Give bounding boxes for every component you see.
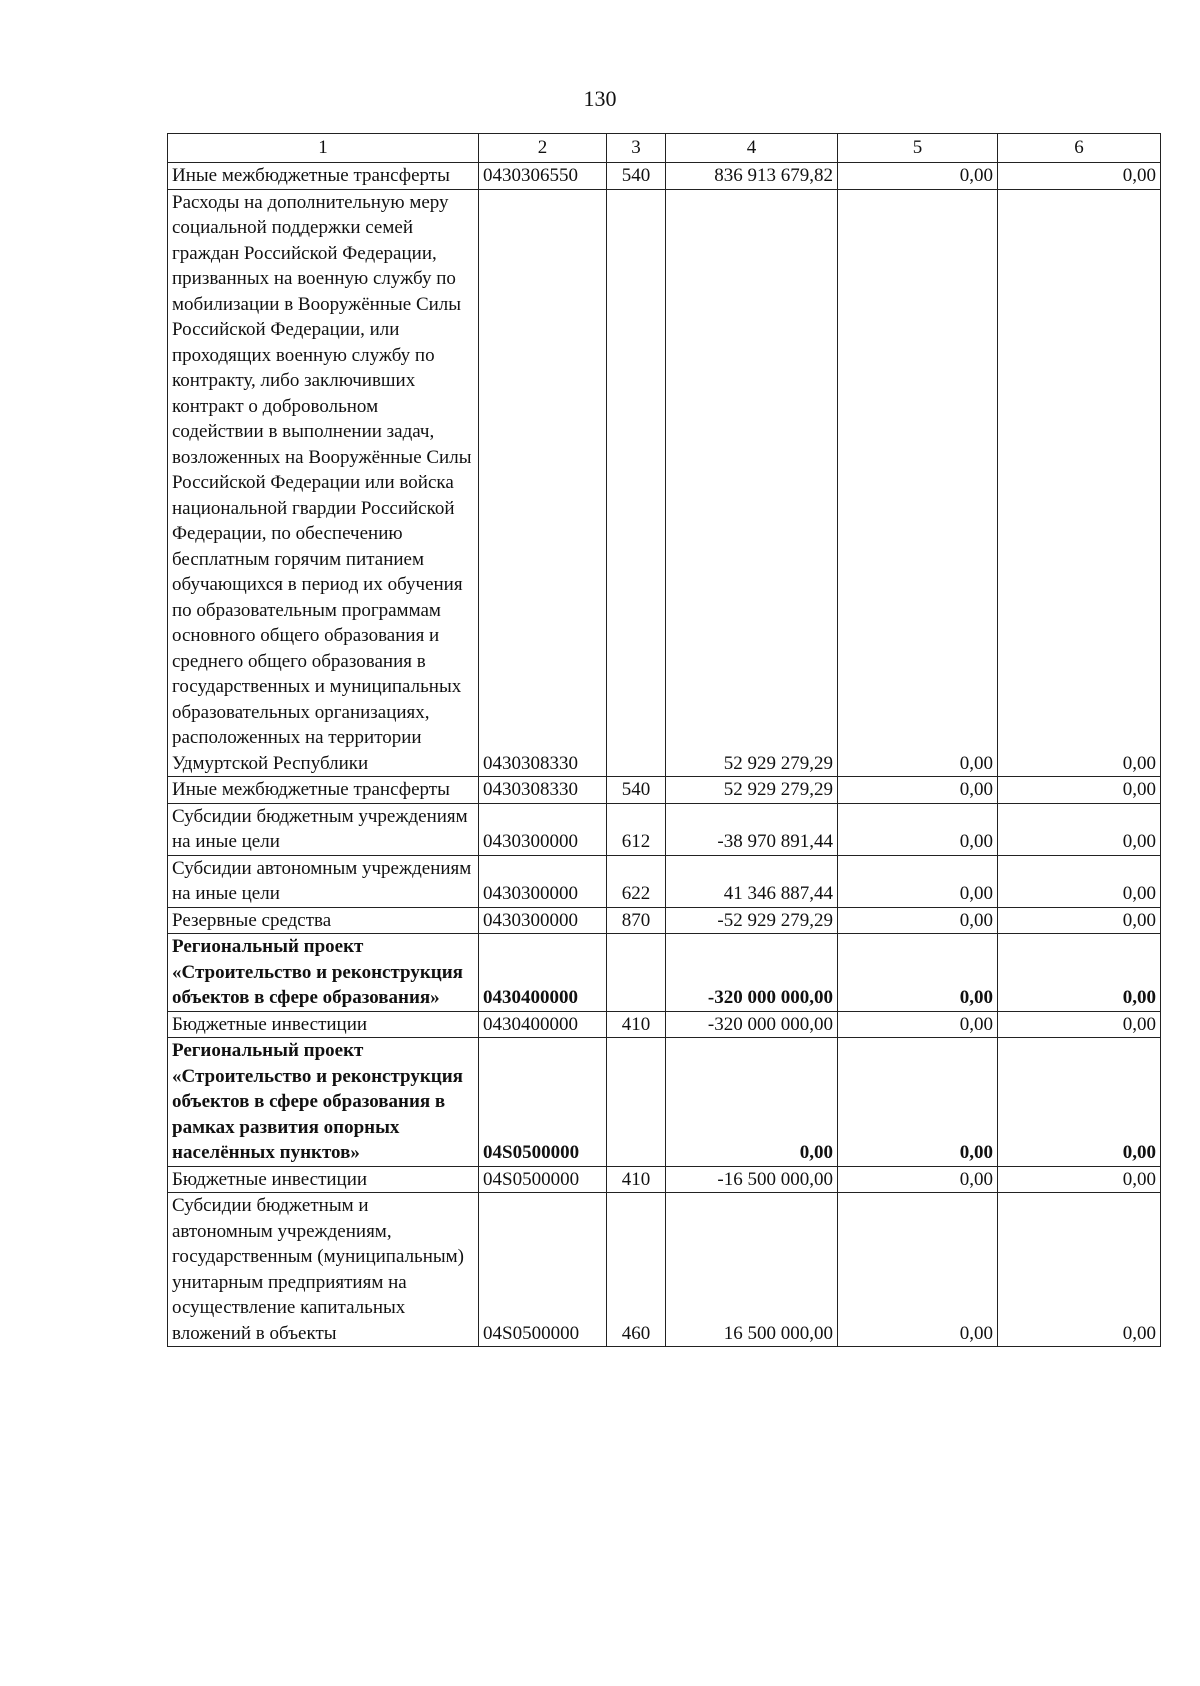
amount-cell-5: 0,00 bbox=[838, 803, 998, 855]
expense-name-cell: Иные межбюджетные трансферты bbox=[168, 777, 479, 804]
amount-cell-6: 0,00 bbox=[998, 1166, 1161, 1193]
header-row bbox=[168, 134, 1161, 163]
amount-cell-4: 52 929 279,29 bbox=[666, 189, 838, 777]
expense-type-cell: 540 bbox=[607, 163, 666, 190]
column-header-4: 4 bbox=[666, 134, 838, 163]
table-row bbox=[168, 855, 1161, 907]
expense-name-cell: Субсидии бюджетным и автономным учреждениям, государственным (муниципальным) унитарным предприятиям на осуществление капитальных вложений в объекты bbox=[168, 1193, 479, 1347]
table-row bbox=[168, 1166, 1161, 1193]
table-row bbox=[168, 1011, 1161, 1038]
amount-cell-6: 0,00 bbox=[998, 163, 1161, 190]
amount-cell-6: 0,00 bbox=[998, 803, 1161, 855]
table-row bbox=[168, 777, 1161, 804]
expense-type-cell: 410 bbox=[607, 1011, 666, 1038]
amount-cell-6: 0,00 bbox=[998, 1011, 1161, 1038]
amount-cell-4: 0,00 bbox=[666, 1038, 838, 1167]
amount-cell-5: 0,00 bbox=[838, 1011, 998, 1038]
target-code-cell: 0430300000 bbox=[479, 855, 607, 907]
amount-cell-4: 52 929 279,29 bbox=[666, 777, 838, 804]
expense-type-cell bbox=[607, 934, 666, 1012]
expense-type-cell: 540 bbox=[607, 777, 666, 804]
target-code-cell: 0430306550 bbox=[479, 163, 607, 190]
amount-cell-4: 16 500 000,00 bbox=[666, 1193, 838, 1347]
column-header-3: 3 bbox=[607, 134, 666, 163]
expense-name-cell: Субсидии автономным учреждениям на иные цели bbox=[168, 855, 479, 907]
expense-name-cell: Резервные средства bbox=[168, 907, 479, 934]
target-code-cell: 04S0500000 bbox=[479, 1038, 607, 1167]
target-code-cell: 0430308330 bbox=[479, 777, 607, 804]
expense-type-cell: 612 bbox=[607, 803, 666, 855]
table-row bbox=[168, 907, 1161, 934]
expense-type-cell bbox=[607, 189, 666, 777]
expense-name-cell: Расходы на дополнительную меру социальной поддержки семей граждан Российской Федерации, призванных на военную службу по мобилизации в Вооружённые Силы Российской Федерации, или проходящих военную службу по контракту, либо заключивших контракт о добровольном содействии в выполнении задач, возложенных на Вооружённые Силы Российской Федерации или войска национальной гвардии Российской Федерации, по обеспечению бесплатным горячим питанием обучающихся в период их обучения по образовательным программам основного общего образования и среднего общего образования в государственных и муниципальных образовательных организациях, расположенных на территории Удмуртской Республики bbox=[168, 189, 479, 777]
amount-cell-4: 41 346 887,44 bbox=[666, 855, 838, 907]
column-header-5: 5 bbox=[838, 134, 998, 163]
expense-type-cell: 622 bbox=[607, 855, 666, 907]
amount-cell-4: 836 913 679,82 bbox=[666, 163, 838, 190]
target-code-cell: 0430400000 bbox=[479, 1011, 607, 1038]
expense-type-cell: 460 bbox=[607, 1193, 666, 1347]
amount-cell-6: 0,00 bbox=[998, 189, 1161, 777]
target-code-cell: 04S0500000 bbox=[479, 1166, 607, 1193]
expense-name-cell: Субсидии бюджетным учреждениям на иные цели bbox=[168, 803, 479, 855]
amount-cell-5: 0,00 bbox=[838, 855, 998, 907]
amount-cell-4: -320 000 000,00 bbox=[666, 934, 838, 1012]
amount-cell-6: 0,00 bbox=[998, 1193, 1161, 1347]
amount-cell-4: -52 929 279,29 bbox=[666, 907, 838, 934]
amount-cell-6: 0,00 bbox=[998, 777, 1161, 804]
page-number: 130 bbox=[583, 86, 617, 111]
column-header-6: 6 bbox=[998, 134, 1161, 163]
amount-cell-5: 0,00 bbox=[838, 777, 998, 804]
target-code-cell: 0430300000 bbox=[479, 907, 607, 934]
target-code-cell: 0430400000 bbox=[479, 934, 607, 1012]
table-row bbox=[168, 1038, 1161, 1167]
table-row bbox=[168, 803, 1161, 855]
target-code-cell: 0430308330 bbox=[479, 189, 607, 777]
table-row bbox=[168, 1193, 1161, 1347]
expense-name-cell: Бюджетные инвестиции bbox=[168, 1011, 479, 1038]
amount-cell-6: 0,00 bbox=[998, 907, 1161, 934]
amount-cell-5: 0,00 bbox=[838, 1166, 998, 1193]
amount-cell-4: -16 500 000,00 bbox=[666, 1166, 838, 1193]
expense-name-cell: Иные межбюджетные трансферты bbox=[168, 163, 479, 190]
table-body bbox=[168, 163, 1161, 1347]
target-code-cell: 04S0500000 bbox=[479, 1193, 607, 1347]
expense-name-cell: Региональный проект «Строительство и реконструкция объектов в сфере образования в рамках развития опорных населённых пунктов» bbox=[168, 1038, 479, 1167]
amount-cell-5: 0,00 bbox=[838, 907, 998, 934]
amount-cell-5: 0,00 bbox=[838, 163, 998, 190]
amount-cell-4: -320 000 000,00 bbox=[666, 1011, 838, 1038]
amount-cell-6: 0,00 bbox=[998, 855, 1161, 907]
amount-cell-4: -38 970 891,44 bbox=[666, 803, 838, 855]
amount-cell-6: 0,00 bbox=[998, 934, 1161, 1012]
expense-type-cell: 870 bbox=[607, 907, 666, 934]
budget-table bbox=[167, 133, 1161, 1347]
table-row bbox=[168, 934, 1161, 1012]
amount-cell-6: 0,00 bbox=[998, 1038, 1161, 1167]
table-row bbox=[168, 189, 1161, 777]
target-code-cell: 0430300000 bbox=[479, 803, 607, 855]
amount-cell-5: 0,00 bbox=[838, 934, 998, 1012]
table-row bbox=[168, 163, 1161, 190]
expense-type-cell bbox=[607, 1038, 666, 1167]
expense-name-cell: Региональный проект «Строительство и реконструкция объектов в сфере образования» bbox=[168, 934, 479, 1012]
amount-cell-5: 0,00 bbox=[838, 189, 998, 777]
amount-cell-5: 0,00 bbox=[838, 1193, 998, 1347]
amount-cell-5: 0,00 bbox=[838, 1038, 998, 1167]
column-header-2: 2 bbox=[479, 134, 607, 163]
expense-name-cell: Бюджетные инвестиции bbox=[168, 1166, 479, 1193]
expense-type-cell: 410 bbox=[607, 1166, 666, 1193]
column-header-1: 1 bbox=[168, 134, 479, 163]
